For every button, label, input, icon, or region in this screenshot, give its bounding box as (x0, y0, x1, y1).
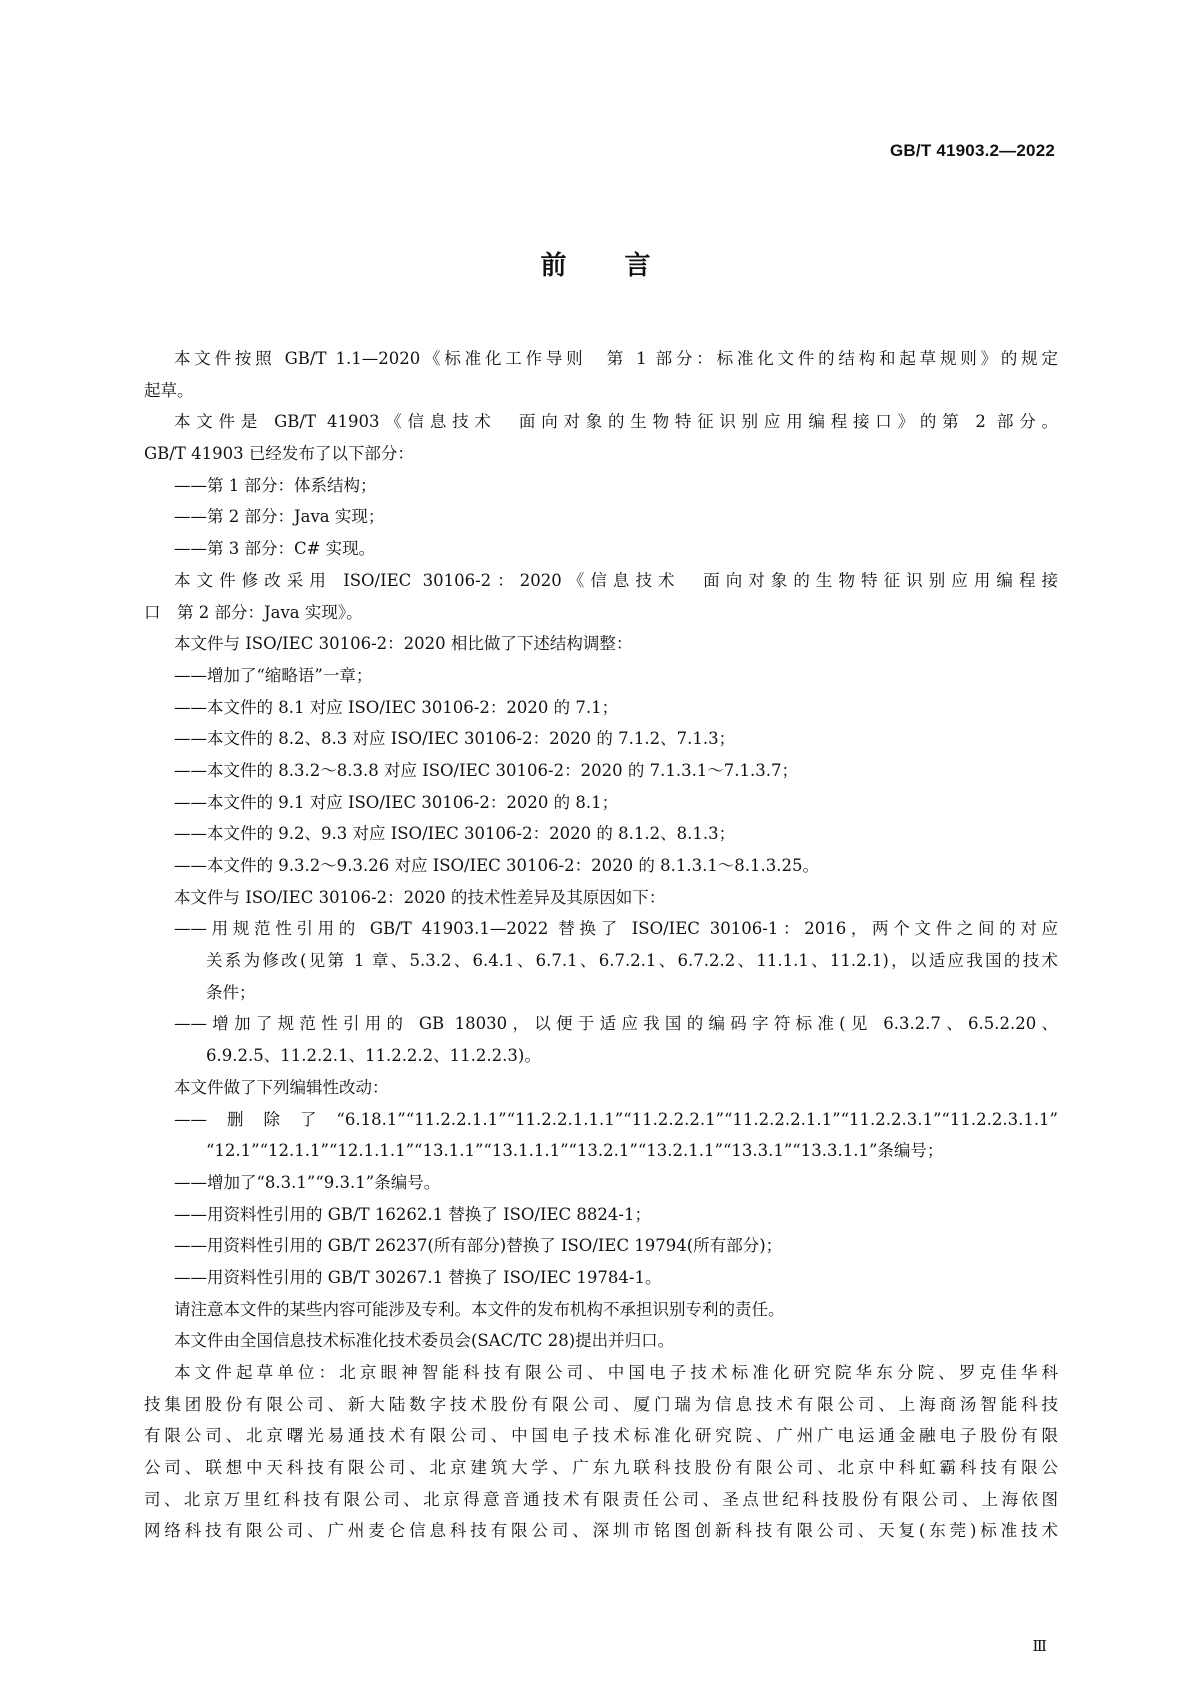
paragraph-continuation: 司、北京万里红科技有限公司、北京得意音通技术有限责任公司、圣点世纪科技股份有限公司、上海依图 (144, 1489, 1058, 1509)
paragraph: 本文件做了下列编辑性改动： (174, 1077, 389, 1097)
list-item: ——本文件的 9.1 对应 ISO/IEC 30106-2：2020 的 8.1； (174, 792, 619, 812)
paragraph-continuation: 口 第 2 部分：Java 实现》。 (144, 602, 363, 622)
list-item-continuation: 条件； (206, 982, 256, 1002)
foreword-body (144, 343, 1058, 1547)
paragraph-continuation: 技集团股份有限公司、新大陆数字技术股份有限公司、厦门瑞为信息技术有限公司、上海商汤智能科技 (144, 1394, 1058, 1414)
list-item: ——用资料性引用的 GB/T 16262.1 替换了 ISO/IEC 8824-1； (174, 1204, 651, 1224)
list-item: ——用资料性引用的 GB/T 30267.1 替换了 ISO/IEC 19784-1。 (174, 1267, 662, 1287)
list-item: ——用资料性引用的 GB/T 26237(所有部分)替换了 ISO/IEC 19794(所有部分)； (174, 1236, 783, 1256)
list-item: ——增加了“缩略语”一章； (174, 665, 373, 685)
title-char-2: 言 (624, 251, 651, 281)
page-title (0, 245, 1191, 282)
list-item: ——第 2 部分：Java 实现； (174, 507, 385, 527)
paragraph-continuation: 公司、联想中天科技有限公司、北京建筑大学、广东九联科技股份有限公司、北京中科虹霸科技有限公 (144, 1458, 1058, 1478)
list-item: ——本文件的 8.2、8.3 对应 ISO/IEC 30106-2：2020 的 7.1.2、7.1.3； (174, 729, 736, 749)
list-item: ——本文件的 8.1 对应 ISO/IEC 30106-2：2020 的 7.1； (174, 697, 619, 717)
paragraph-continuation: 有限公司、北京曙光易通技术有限公司、中国电子技术标准化研究院、广州广电运通金融电子股份有限 (144, 1426, 1058, 1446)
standard-number: GB/T 41903.2—2022 (890, 141, 1055, 160)
list-item: ——本文件的 8.3.2～8.3.8 对应 ISO/IEC 30106-2：2020 的 7.1.3.1～7.1.3.7； (174, 760, 799, 780)
list-item: ——删除了“6.18.1”“11.2.2.1.1”“11.2.2.1.1.1”“11.2.2.2.1”“11.2.2.2.1.1”“11.2.2.3.1”“11.2.2.3.1.1” (174, 1109, 1058, 1129)
list-item-continuation: 关系为修改(见第 1 章、5.3.2、6.4.1、6.7.1、6.7.2.1、6.7.2.2、11.1.1、11.2.1)，以适应我国的技术 (206, 951, 1058, 971)
list-item: ——第 1 部分：体系结构； (174, 475, 377, 495)
paragraph: 本文件修改采用 ISO/IEC 30106-2：2020《信息技术 面向对象的生物特征识别应用编程接 (174, 570, 1058, 590)
title-char-1: 前 (540, 251, 567, 281)
paragraph-continuation: GB/T 41903 已经发布了以下部分： (144, 444, 414, 464)
paragraph: 本文件与 ISO/IEC 30106-2：2020 的技术性差异及其原因如下： (174, 887, 666, 907)
list-item: ——增加了规范性引用的 GB 18030，以便于适应我国的编码字符标准(见 6.3.2.7、6.5.2.20、 (174, 1014, 1058, 1034)
page-number: Ⅲ (1032, 1637, 1047, 1655)
list-item: ——第 3 部分：C# 实现。 (174, 539, 376, 559)
list-item-continuation: “12.1”“12.1.1”“12.1.1.1”“13.1.1”“13.1.1.1”“13.2.1”“13.2.1.1”“13.3.1”“13.3.1.1”条编号； (206, 1141, 944, 1161)
paragraph: 本文件是 GB/T 41903《信息技术 面向对象的生物特征识别应用编程接口》的第 2 部分。 (174, 412, 1058, 432)
list-item: ——本文件的 9.2、9.3 对应 ISO/IEC 30106-2：2020 的 8.1.2、8.1.3； (174, 824, 736, 844)
paragraph: 本文件与 ISO/IEC 30106-2：2020 相比做了下述结构调整： (174, 634, 633, 654)
paragraph: 本文件起草单位：北京眼神智能科技有限公司、中国电子技术标准化研究院华东分院、罗克佳华科 (174, 1363, 1058, 1382)
paragraph: 本文件由全国信息技术标准化技术委员会(SAC/TC 28)提出并归口。 (174, 1331, 675, 1351)
list-item-continuation: 6.9.2.5、11.2.2.1、11.2.2.2、11.2.2.3)。 (206, 1046, 541, 1066)
list-item: ——增加了“8.3.1”“9.3.1”条编号。 (174, 1172, 441, 1192)
paragraph-continuation: 网络科技有限公司、广州麦仑信息科技有限公司、深圳市铭图创新科技有限公司、天复(东莞)标准技术 (144, 1521, 1058, 1541)
paragraph-continuation: 起草。 (144, 380, 194, 400)
list-item: ——本文件的 9.3.2～9.3.26 对应 ISO/IEC 30106-2：2020 的 8.1.3.1～8.1.3.25。 (174, 856, 820, 875)
paragraph: 本文件按照 GB/T 1.1—2020《标准化工作导则 第 1 部分：标准化文件的结构和起草规则》的规定 (174, 349, 1058, 368)
list-item: ——用规范性引用的 GB/T 41903.1—2022 替换了 ISO/IEC 30106-1：2016，两个文件之间的对应 (174, 919, 1058, 939)
paragraph: 请注意本文件的某些内容可能涉及专利。本文件的发布机构不承担识别专利的责任。 (174, 1299, 785, 1319)
